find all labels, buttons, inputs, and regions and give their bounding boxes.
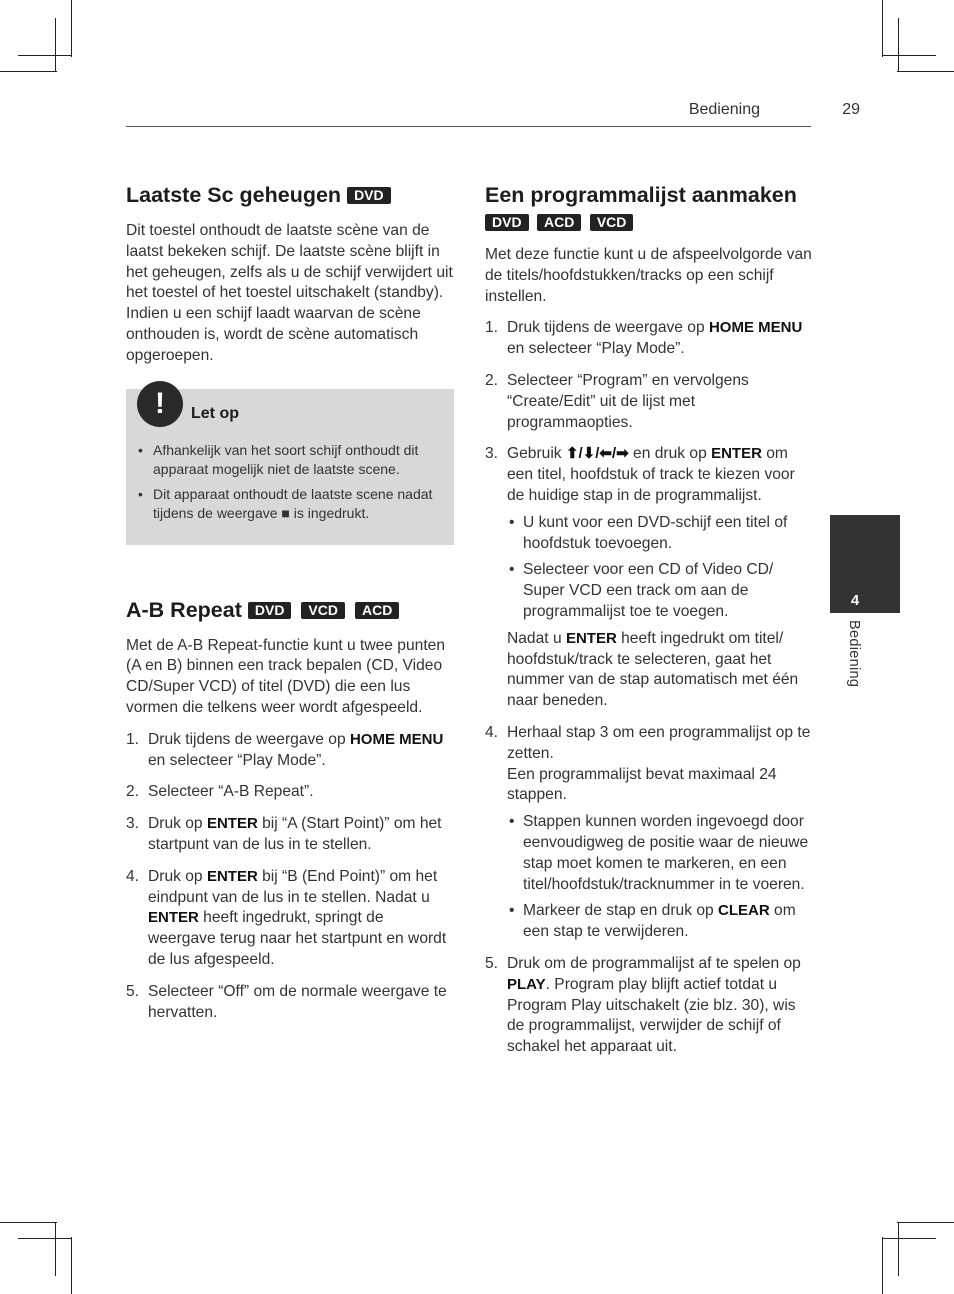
step-text: Selecteer “A-B Repeat”.	[148, 783, 314, 801]
step-number: 5.	[485, 954, 499, 972]
step-text: bij “B (End Point)” om het eindpunt van de lus in te stellen. Nadat u	[148, 867, 438, 906]
chapter-label-text: Bediening	[846, 620, 862, 688]
header-section-title: Bediening	[688, 101, 760, 118]
step-text: Herhaal stap 3 om een programmalijst op te zetten.	[507, 723, 811, 762]
running-header	[126, 101, 860, 123]
step-number: 1.	[485, 319, 499, 337]
list-item: • Stappen kunnen worden ingevoegd door eenvoudigweg de positie waar de nieuwe stap moet komen te markeren, en een titel/hoofdstuk/tracknummer in te voeren.	[507, 812, 813, 895]
section-body-last-scene: Dit toestel onthoudt de laatste scène van de laatst bekeken schijf. De laatste scène blijft in het geheugen, zelfs als u de schijf verwijdert uit het toestel of het toestel uitschakelt (standby). Indien u een schijf laadt waarvan de scène onthouden is, wordt de scène automatisch opgeroepen.	[126, 222, 453, 364]
caution-note-box	[126, 386, 454, 545]
section-title-last-scene	[126, 180, 454, 210]
list-item	[126, 814, 454, 856]
exclamation-icon: !	[137, 381, 183, 427]
step-number: 4.	[485, 723, 499, 741]
crop-mark	[55, 18, 56, 72]
step-text: Gebruik	[507, 445, 566, 463]
crop-mark	[18, 55, 72, 56]
button-name: CLEAR	[718, 902, 770, 920]
step-text: om een titel, hoofdstuk of track te kiezen voor de huidige stap in de programmalijst.	[507, 445, 795, 504]
list-item	[507, 901, 813, 943]
left-column	[126, 180, 454, 1034]
right-column	[485, 180, 813, 1069]
list-item	[126, 782, 454, 803]
button-name: HOME MENU	[349, 730, 444, 748]
step-text: Druk op	[148, 867, 207, 885]
disc-badge-dvd: DVD	[248, 602, 292, 619]
program-list-steps	[485, 318, 813, 1058]
section-title-program-list: Een programmalijst aanmaken	[485, 183, 797, 207]
step-text: en selecteer “Play Mode”.	[148, 751, 326, 769]
step-text: Nadat u	[507, 629, 566, 647]
step-number: 4.	[126, 867, 140, 885]
button-name: HOME MENU	[708, 319, 803, 337]
list-item: • Selecteer voor een CD of Video CD/ Super VCD een track om aan de programmalijst toe te voegen.	[507, 560, 813, 622]
step-text: bij “A (Start Point)” om het startpunt van de lus in te stellen.	[148, 815, 442, 853]
list-item	[485, 723, 813, 943]
crop-mark	[882, 1238, 936, 1239]
disc-badge-dvd: DVD	[485, 214, 529, 231]
caution-note-list	[138, 441, 444, 524]
chapter-label	[845, 620, 865, 700]
section-body-ab-repeat: Met de A-B Repeat-functie kunt u twee punten (A en B) binnen een track bepalen (CD, Video CD/Super VCD) of titel (DVD) die een lus vormen die telkens weer wordt afgespeeld.	[126, 636, 446, 716]
step-number: 1.	[126, 730, 140, 748]
step-number: 2.	[485, 371, 499, 389]
step-text: Markeer de stap en druk op	[523, 902, 719, 920]
page-number: 29	[842, 101, 860, 118]
step-text: Selecteer “Off” om de normale weergave te hervatten.	[148, 982, 447, 1021]
step-text: Druk tijdens de weergave op	[148, 730, 350, 748]
step-note	[507, 629, 813, 712]
section-title-text: Laatste Sc geheugen	[126, 183, 342, 207]
step-text: Selecteer “Program” en vervolgens “Create/Edit” uit de lijst met programmaopties.	[507, 371, 749, 431]
section-body-program-list: Met deze functie kunt u de afspeelvolgorde van de titels/hoofdstukken/tracks op een schijf instellen.	[485, 246, 812, 305]
step-text: heeft ingedrukt, springt de weergave terug naar het startpunt en wordt de lus afgespeeld.	[148, 909, 447, 968]
step-number: 5.	[126, 982, 140, 1000]
list-item	[485, 318, 813, 360]
step-text: heeft ingedrukt om titel/ hoofdstuk/track te selecteren, gaat het nummer van de stap automatisch met één naar beneden.	[507, 629, 799, 710]
step-number: 3.	[126, 815, 140, 833]
disc-badges	[485, 214, 813, 234]
step-text: om een stap te verwijderen.	[523, 902, 796, 941]
crop-mark	[18, 1238, 72, 1239]
arrow-keys-icon: ⬆/⬇/⬅/➡	[565, 445, 629, 463]
step-bullets	[507, 513, 813, 623]
button-name: ENTER	[148, 909, 199, 927]
step-text: . Program play blijft actief totdat u Program Play uitschakelt (zie blz. 30), wis de programmalijst, verwijder de schijf of schakel het apparaat uit.	[507, 975, 796, 1056]
list-item	[485, 444, 813, 712]
step-text: Druk om de programmalijst af te spelen op	[507, 954, 801, 972]
button-name: ENTER	[565, 629, 617, 647]
button-name: PLAY	[507, 975, 546, 993]
section-title-ab-repeat	[126, 595, 454, 625]
step-text: Druk tijdens de weergave op	[507, 319, 709, 337]
header-rule	[126, 126, 811, 127]
disc-badge-vcd: VCD	[301, 602, 345, 619]
list-item	[485, 954, 813, 1058]
ab-repeat-steps	[126, 730, 454, 1024]
crop-mark	[71, 0, 72, 57]
list-item: • U kunt voor een DVD-schijf een titel of hoofdstuk toevoegen.	[507, 513, 813, 555]
crop-mark	[0, 71, 57, 72]
crop-mark	[71, 1237, 72, 1294]
crop-mark	[897, 1222, 954, 1223]
disc-badge-vcd: VCD	[590, 214, 634, 231]
step-number: 2.	[126, 783, 140, 801]
crop-mark	[882, 55, 936, 56]
button-name: ENTER	[206, 867, 258, 885]
list-item	[126, 982, 454, 1024]
crop-mark	[898, 1222, 899, 1276]
crop-mark	[55, 1222, 56, 1276]
step-number: 3.	[485, 445, 499, 463]
caution-note-title: Let op	[191, 404, 239, 422]
crop-mark	[897, 71, 954, 72]
section-title-text: A-B Repeat	[126, 597, 242, 622]
button-name: ENTER	[206, 815, 258, 833]
list-item	[126, 730, 454, 772]
crop-mark	[882, 1237, 883, 1294]
step-text: en selecteer “Play Mode”.	[507, 340, 685, 358]
disc-badge-acd: ACD	[355, 602, 399, 619]
crop-mark	[898, 18, 899, 72]
list-item: • Dit apparaat onthoudt de laatste scene nadat tijdens de weergave ■ is ingedrukt.	[138, 485, 444, 524]
list-item: • Afhankelijk van het soort schijf onthoudt dit apparaat mogelijk niet de laatste scene.	[138, 441, 444, 480]
chapter-number: 4	[850, 592, 860, 609]
list-item	[485, 371, 813, 433]
step-text: Een programmalijst bevat maximaal 24 stappen.	[507, 765, 777, 804]
disc-badge-acd: ACD	[537, 214, 581, 231]
chapter-tab	[830, 515, 900, 613]
list-item	[126, 867, 454, 971]
crop-mark	[882, 0, 883, 57]
step-text: Druk op	[148, 815, 207, 833]
step-text: en druk op	[628, 445, 712, 463]
crop-mark	[0, 1222, 57, 1223]
step-bullets	[507, 812, 813, 943]
button-name: ENTER	[711, 445, 762, 463]
disc-badge-dvd: DVD	[347, 187, 391, 204]
